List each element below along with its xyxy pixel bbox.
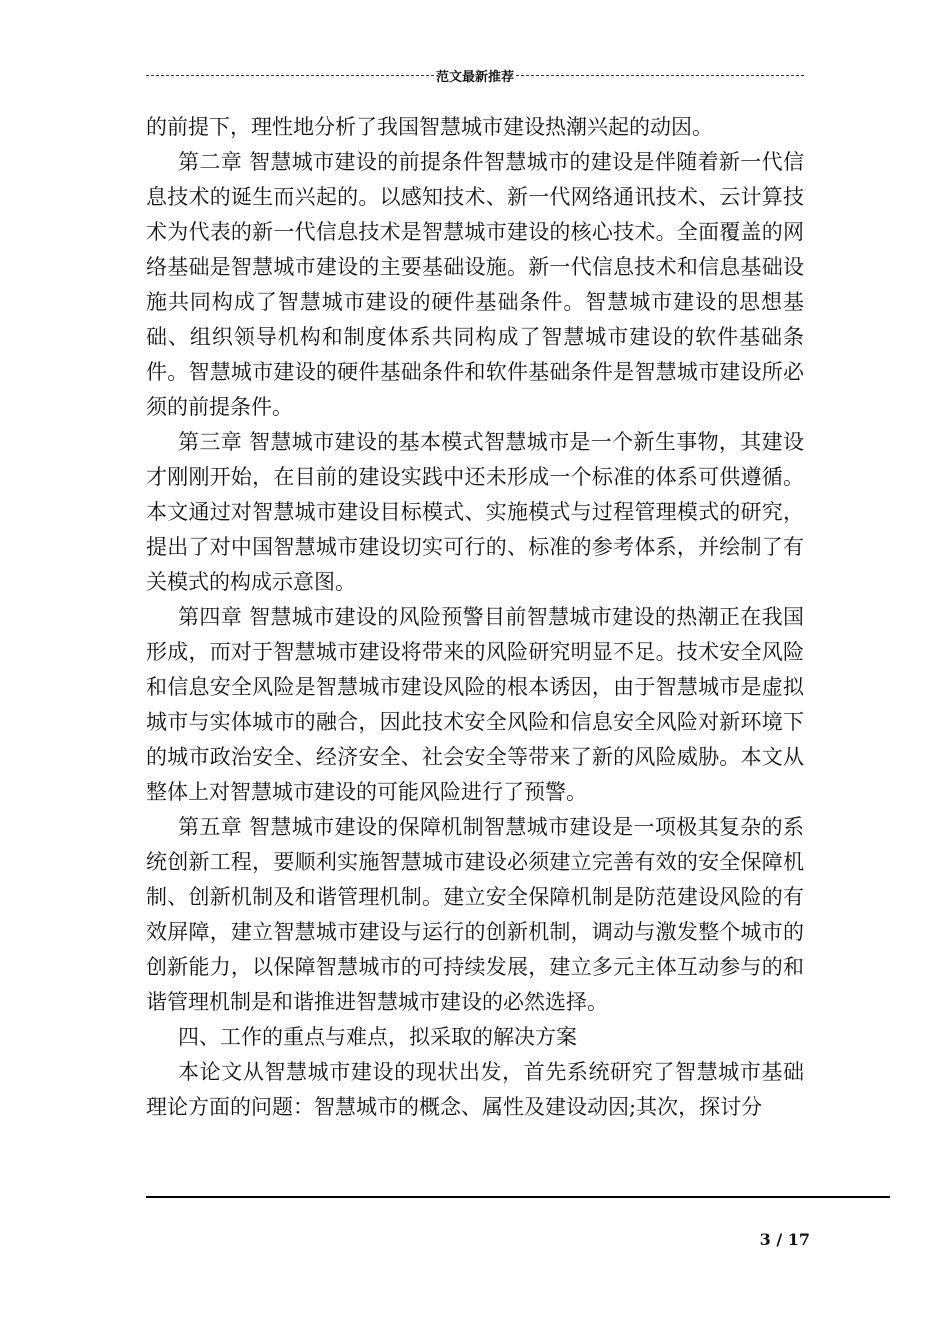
paragraph: 的前提下，理性地分析了我国智慧城市建设热潮兴起的动因。 <box>146 115 713 139</box>
header-title: 范文最新推荐 <box>436 69 515 85</box>
section-heading: 四、工作的重点与难点，拟采取的解决方案 <box>178 1025 577 1049</box>
paragraph: 第二章 智慧城市建设的前提条件智慧城市的建设是伴随着新一代信息技术的诞生而兴起的。以感知技术、新一代网络通讯技术、云计算技术为代表的新一代信息技术是智慧城市建设的核心技术。全面覆盖的网络基础是智慧城市建设的主要基础设施。新一代信息技术和信息基础设施共同构成了智慧城市建设的硬件基础条件。智慧城市建设的思想基础、组织领导机构和制度体系共同构成了智慧城市建设的软件基础条件。智慧城市建设的硬件基础条件和软件基础条件是智慧城市建设所必须的前提条件。 <box>146 150 804 419</box>
paragraph: 本论文从智慧城市建设的现状出发，首先系统研究了智慧城市基础理论方面的问题：智慧城市的概念、属性及建设动因;其次，探讨分 <box>146 1060 804 1119</box>
page-header <box>146 64 804 86</box>
paragraph: 第三章 智慧城市建设的基本模式智慧城市是一个新生事物，其建设才刚刚开始，在目前的建设实践中还未形成一个标准的体系可供遵循。本文通过对智慧城市建设目标模式、实施模式与过程管理模式的研究，提出了对中国智慧城市建设切实可行的、标准的参考体系，并绘制了有关模式的构成示意图。 <box>146 430 804 594</box>
paragraph: 第五章 智慧城市建设的保障机制智慧城市建设是一项极其复杂的系统创新工程，要顺利实施智慧城市建设必须建立完善有效的安全保障机制、创新机制及和谐管理机制。建立安全保障机制是防范建设风险的有效屏障，建立智慧城市建设与运行的创新机制，调动与激发整个城市的创新能力，以保障智慧城市的可持续发展，建立多元主体互动参与的和谐管理机制是和谐推进智慧城市建设的必然选择。 <box>146 815 804 1014</box>
paragraph: 第四章 智慧城市建设的风险预警目前智慧城市建设的热潮正在我国形成，而对于智慧城市建设将带来的风险研究明显不足。技术安全风险和信息安全风险是智慧城市建设风险的根本诱因，由于智慧城市是虚拟城市与实体城市的融合，因此技术安全风险和信息安全风险对新环境下的城市政治安全、经济安全、社会安全等带来了新的风险威胁。本文从整体上对智慧城市建设的可能风险进行了预警。 <box>146 605 804 804</box>
header-dashes-left <box>146 75 434 76</box>
footer-rule <box>146 1196 890 1198</box>
header-dashes-right <box>516 75 804 76</box>
page-number: 3 / 17 <box>759 1230 810 1249</box>
document-body <box>146 110 804 1125</box>
